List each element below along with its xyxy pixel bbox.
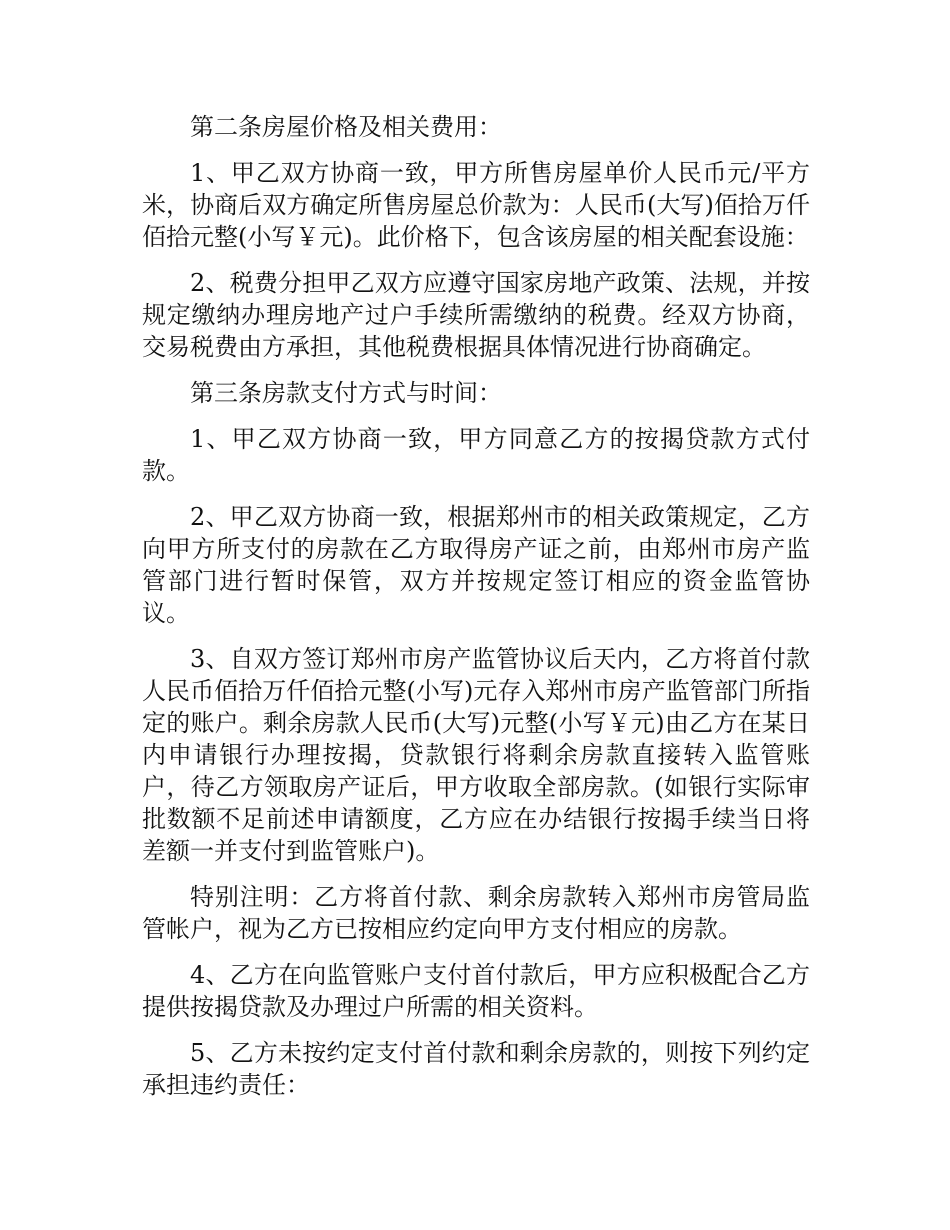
clause-seller-cooperation: 4、乙方在向监管账户支付首付款后，甲方应积极配合乙方提供按揭贷款及办理过户所需的相关资料。 [142, 961, 810, 1021]
clause-mortgage-payment: 1、甲乙双方协商一致，甲方同意乙方的按揭贷款方式付款。 [142, 425, 810, 485]
clause-fund-supervision: 2、甲乙双方协商一致，根据郑州市的相关政策规定，乙方向甲方所支付的房款在乙方取得房产证之前，由郑州市房产监管部门进行暂时保管，双方并按规定签订相应的资金监管协议。 [142, 503, 810, 627]
clause-price-total: 1、甲乙双方协商一致，甲方所售房屋单价人民币元/平方米，协商后双方确定所售房屋总价款为：人民币(大写)佰拾万仟佰拾元整(小写￥元)。此价格下，包含该房屋的相关配套设施： [142, 159, 810, 251]
clause-tax-sharing: 2、税费分担甲乙双方应遵守国家房地产政策、法规，并按规定缴纳办理房地产过户手续所需缴纳的税费。经双方协商，交易税费由方承担，其他税费根据具体情况进行协商确定。 [142, 269, 810, 361]
special-note: 特别注明：乙方将首付款、剩余房款转入郑州市房管局监管帐户，视为乙方已按相应约定向甲方支付相应的房款。 [142, 883, 810, 943]
clause-down-payment: 3、自双方签订郑州市房产监管协议后天内，乙方将首付款人民币佰拾万仟佰拾元整(小写)元存入郑州市房产监管部门所指定的账户。剩余房款人民币(大写)元整(小写￥元)由乙方在某日内申请银行办理按揭，贷款银行将剩余房款直接转入监管账户，待乙方领取房产证后，甲方收取全部房款。(如银行实际审批数额不足前述申请额度，乙方应在办结银行按揭手续当日将差额一并支付到监管账户)。 [142, 645, 810, 865]
clause-default-liability: 5、乙方未按约定支付首付款和剩余房款的，则按下列约定承担违约责任： [142, 1039, 810, 1099]
section-heading-price: 第二条房屋价格及相关费用： [190, 113, 502, 141]
document-body [142, 111, 810, 1115]
section-heading-payment: 第三条房款支付方式与时间： [190, 379, 502, 407]
